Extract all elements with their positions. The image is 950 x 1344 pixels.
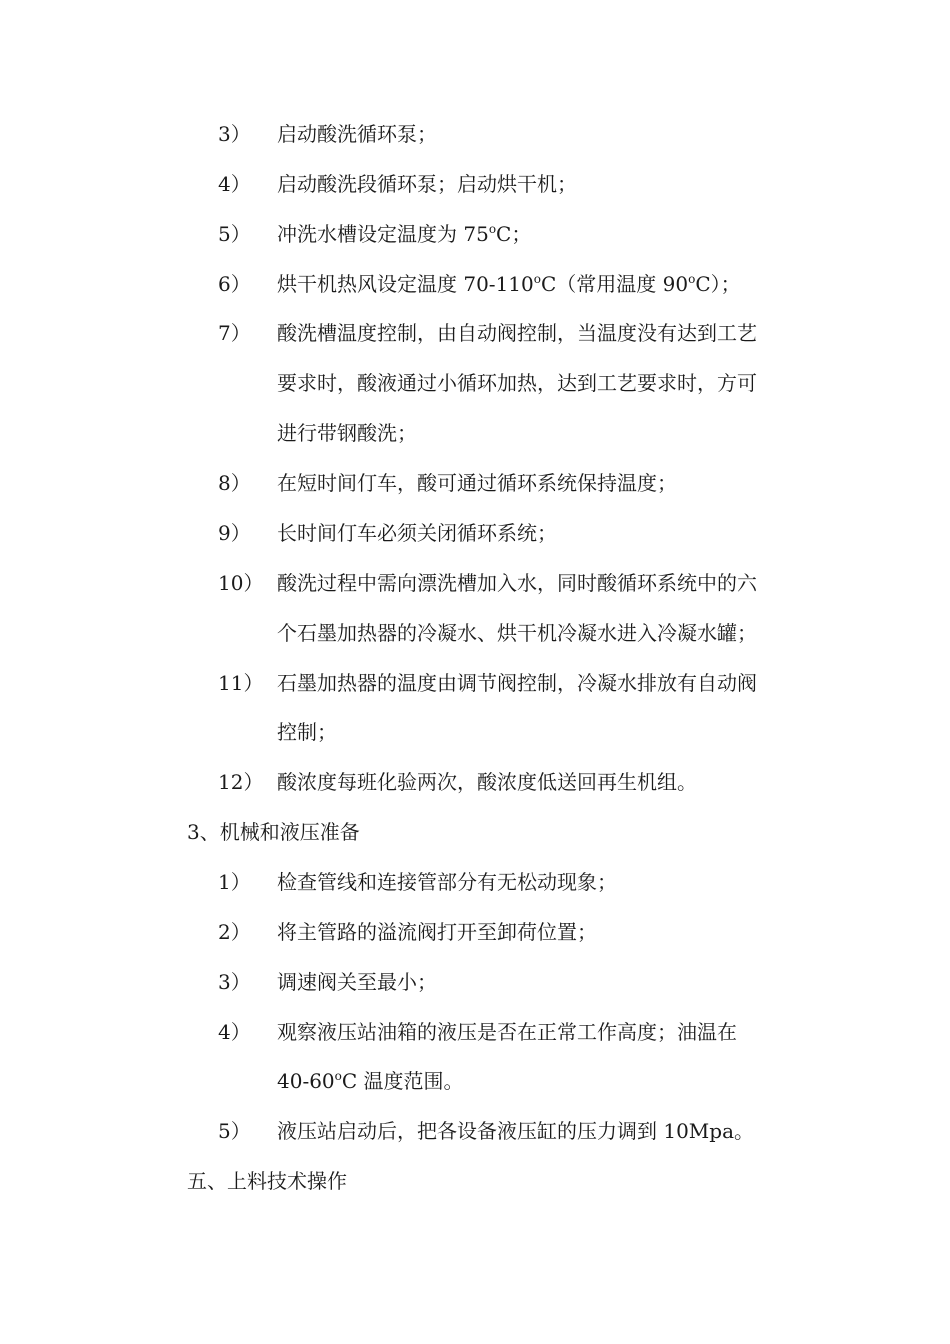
item-text [277,268,741,300]
item-number: 4） [218,172,251,196]
list-item [0,168,950,200]
degree-mark: o [688,272,696,286]
item-number: 4） [218,1020,251,1044]
list-item [0,1016,950,1048]
list-item [0,916,950,948]
item-text: 启动酸洗段循环泵；启动烘干机； [277,172,577,196]
item-text-part: C； [496,222,532,246]
section-heading [0,1165,950,1197]
item-number: 3） [218,970,251,994]
item-text: 长时间仃车必须关闭循环系统； [277,521,557,545]
degree-mark: o [334,1069,342,1083]
item-text-part: 40-60 [277,1069,335,1093]
list-item [0,866,950,898]
list-item-continuation [0,367,950,399]
item-number: 12） [218,770,264,794]
list-item [0,567,950,599]
list-item [0,268,950,300]
item-text: 启动酸洗循环泵； [277,122,437,146]
item-number: 11） [218,671,264,695]
item-text: 检查管线和连接管部分有无松动现象； [277,870,617,894]
item-text-part: C）； [695,272,741,296]
section-heading-text: 3、机械和液压准备 [187,820,360,844]
degree-mark: o [488,222,497,236]
item-text-part: C 温度范围。 [341,1069,464,1093]
list-item [0,467,950,499]
item-number: 6） [218,272,251,296]
item-text: 酸浓度每班化验两次，酸浓度低送回再生机组。 [277,770,697,794]
item-number: 7） [218,321,251,345]
degree-mark: o [533,272,541,286]
list-item [0,667,950,699]
list-item [0,517,950,549]
list-item-continuation [0,1065,950,1097]
item-number: 5） [218,222,251,246]
item-number: 5） [218,1119,251,1143]
item-text: 调速阀关至最小； [277,970,437,994]
item-text: 控制； [277,720,337,744]
item-number: 2） [218,920,251,944]
item-text: 石墨加热器的温度由调节阀控制，冷凝水排放有自动阀 [277,671,757,695]
item-number: 10） [218,571,264,595]
item-text: 要求时，酸液通过小循环加热，达到工艺要求时，方可 [277,371,757,395]
list-item [0,1115,950,1147]
item-number: 3） [218,122,251,146]
item-text [277,218,531,250]
list-item-continuation [0,417,950,449]
item-text-part: C（常用温度 90 [540,272,689,296]
item-text: 酸洗过程中需向漂洗槽加入水，同时酸循环系统中的六 [277,571,757,595]
item-text: 观察液压站油箱的液压是否在正常工作高度；油温在 [277,1020,737,1044]
list-item [0,317,950,349]
item-text: 个石墨加热器的冷凝水、烘干机冷凝水进入冷凝水罐； [277,621,757,645]
item-number: 8） [218,471,251,495]
item-text: 进行带钢酸洗； [277,421,417,445]
list-item-continuation [0,617,950,649]
section-heading-text: 五、上料技术操作 [187,1169,347,1193]
list-item [0,766,950,798]
list-item [0,118,950,150]
item-text: 在短时间仃车，酸可通过循环系统保持温度； [277,471,677,495]
item-text: 酸洗槽温度控制，由自动阀控制，当温度没有达到工艺 [277,321,757,345]
item-number: 9） [218,521,251,545]
item-text-part: 冲洗水槽设定温度为 75 [277,222,489,246]
list-item [0,966,950,998]
list-item-continuation [0,716,950,748]
section-heading [0,816,950,848]
list-item [0,218,950,250]
item-number: 1） [218,870,251,894]
item-text [277,1065,464,1097]
item-text-part: 烘干机热风设定温度 70-110 [277,272,534,296]
item-text: 液压站启动后，把各设备液压缸的压力调到 10Mpa。 [277,1119,755,1143]
item-text: 将主管路的溢流阀打开至卸荷位置； [277,920,597,944]
